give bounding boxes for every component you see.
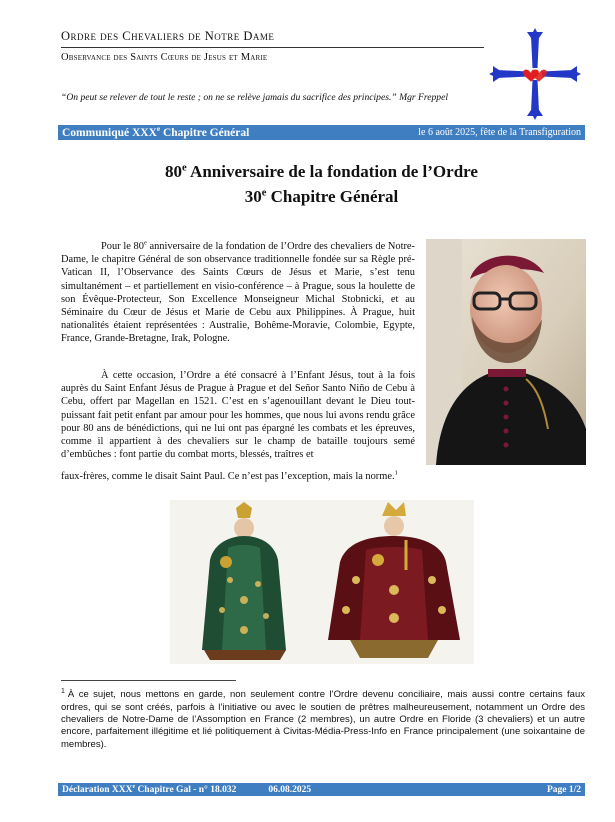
footer-declaration xyxy=(62,785,236,795)
title1-suffix: Anniversaire de la fondation de l’Ordre xyxy=(186,162,478,181)
footnote-text: À ce sujet, nous mettons en garde, non seulement contre l’Ordre devenu conciliaire, mais aussi contre certains faux ordres, qui se sont créés, parfois à l’initiative ou avec le soutien de prêtres malheureusement, notamment un Ordre des chevaliers de Notre-Dame de l’Assomption en France (2 membres), un autre Ordre en Floride (3 chevaliers) et un autre encore, parfaitement illégitime et lié politiquement à Civitas-Média-Press-Info en France principalement (une soixantaine de membres). xyxy=(61,689,585,750)
title1-sup: e xyxy=(182,162,187,174)
footnote xyxy=(61,686,585,751)
communique-banner xyxy=(58,125,585,140)
infant-jesus-statues-image xyxy=(170,500,474,664)
header-divider xyxy=(61,47,484,48)
footer-bar xyxy=(58,783,585,796)
banner-title-sup: e xyxy=(156,124,161,133)
footnote-ref[interactable]: 1 xyxy=(394,469,398,477)
footnote-number: 1 xyxy=(61,688,65,695)
page-number: Page 1/2 xyxy=(546,784,581,795)
title2-sup: e xyxy=(261,187,267,199)
org-subtitle: Observance des Saints Cœurs de Jesus et Marie xyxy=(61,52,268,63)
banner-title xyxy=(62,124,250,139)
title2-prefix: 30 xyxy=(244,187,262,206)
footer-decl-sup: e xyxy=(132,783,136,790)
title2-suffix: Chapitre Général xyxy=(266,187,399,206)
header xyxy=(61,28,481,44)
banner-title-prefix: Communiqué XXX xyxy=(62,126,157,139)
p1-sup: e xyxy=(143,239,147,247)
page-title xyxy=(58,162,585,182)
p1-rest: anniversaire de la fondation de l’Ordre des chevaliers de Notre-Dame, le chapitre Général de son observance traditionnelle fondée sur sa Règle pré-Vatican II, l’Observance des Saints Cœurs de Jésus et Marie, s’est tenu simultanément – et partiellement en visio-conférence – à Prague, sous la houlette de son Évêque-Protecteur, Son Excellence Monseigneur Michal Stobnicki, et au Séminaire du Cœur de Jésus et Marie de Cebu aux Philippines. À Prague, huit nationalités étaient représentées : Australie, Bohême-Moravie, Colombie, Egypte, France, Grande-Bretagne, Irak, Pologne. xyxy=(61,241,416,345)
paragraph-1 xyxy=(61,240,415,346)
page-subtitle xyxy=(58,187,585,207)
footer-decl-prefix: Déclaration XXX xyxy=(62,784,133,795)
banner-title-suffix: Chapitre Général xyxy=(160,126,250,139)
banner-date: le 6 août 2025, fête de la Transfiguration xyxy=(418,127,581,138)
footnote-divider xyxy=(61,680,236,681)
footer-decl-suffix: Chapitre Gal - n° 18.032 xyxy=(135,784,237,795)
title1-prefix: 80 xyxy=(165,162,183,181)
org-name: Ordre des Chevaliers de Notre Dame xyxy=(61,29,275,43)
motto-quote: “On peut se relever de tout le reste ; on ne se relève jamais du sacrifice des principes.” Mgr Freppel xyxy=(61,92,449,103)
paragraph-2-end xyxy=(61,470,531,483)
bishop-photo xyxy=(426,239,586,465)
cross-hearts-icon xyxy=(487,26,583,122)
footer-date: 06.08.2025 xyxy=(268,784,312,795)
paragraph-2: À cette occasion, l’Ordre a été consacré à l’Enfant Jésus, tout à la fois auprès du Saint Enfant Jésus de Prague à Prague et del Señor Santo Niño de Cebu à Cebu, offert par Magellan en 1521. C’est en s’agenouillant devant le Dieu tout-puissant fait petit enfant par amour pour les hommes, que nous lui avons rendu grâce pour 80 ans de bénédictions, qui ne lui ont pas épargné les combats et les épreuves, comme il appartient à des chevaliers sur le champ de bataille toujours semé d’embûches : font partie du combat morts, blessés, traîtres et xyxy=(61,370,415,461)
p1-start: Pour le 80 xyxy=(101,241,144,252)
p3-text: faux-frères, comme le disait Saint Paul. Ce n’est pas l’exception, mais la norme. xyxy=(61,471,395,482)
